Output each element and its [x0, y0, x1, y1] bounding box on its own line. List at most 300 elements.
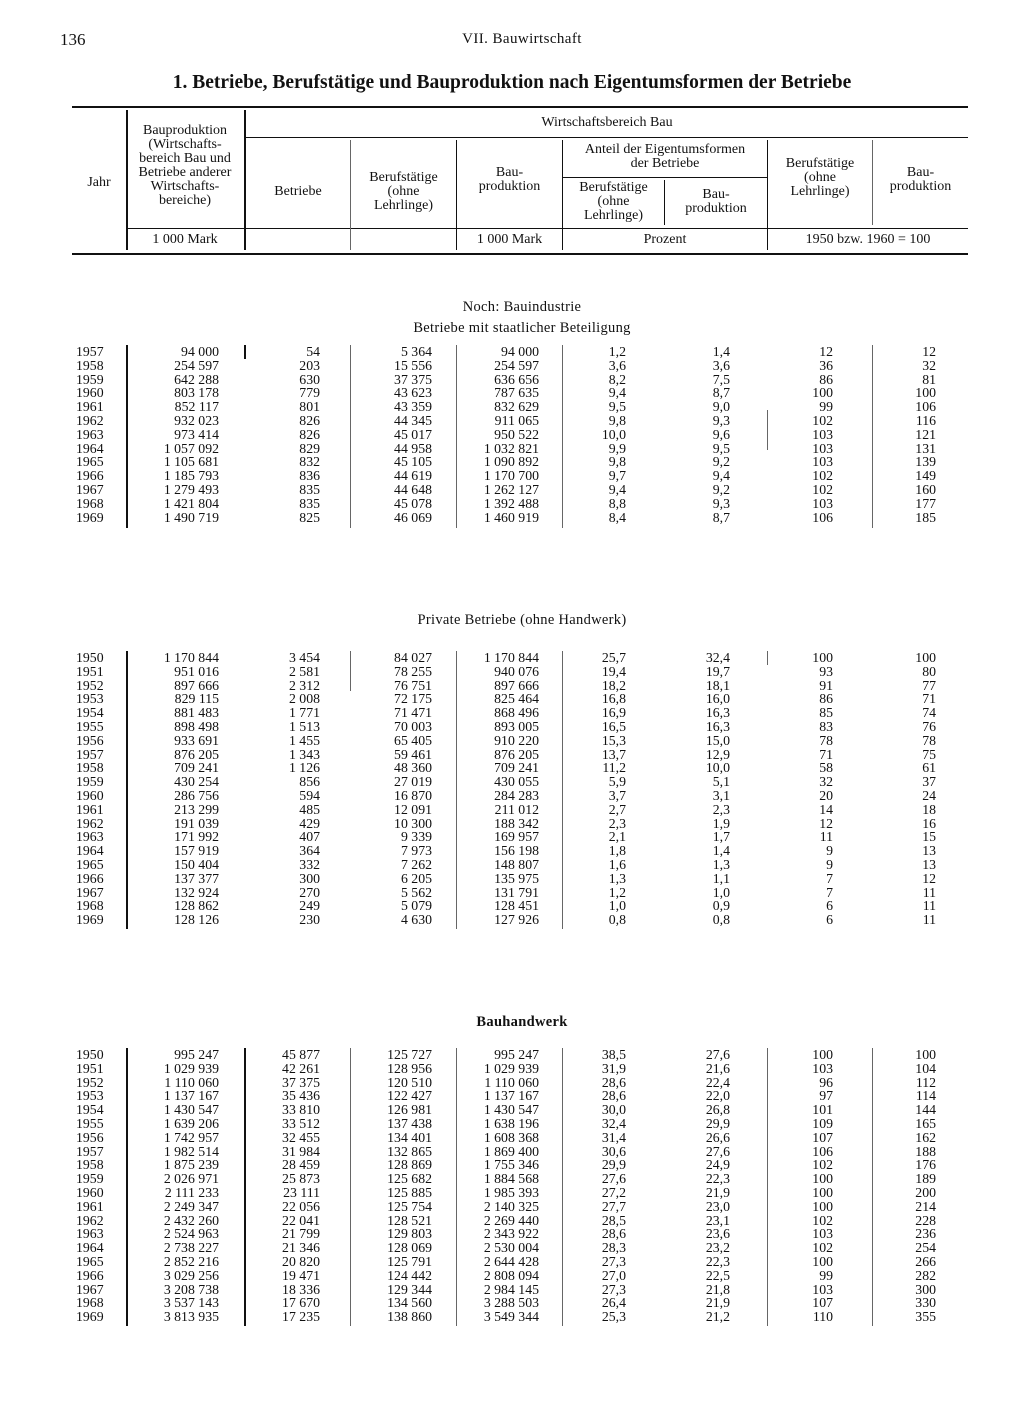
cell-bauproduktion: 169 957 — [494, 829, 539, 845]
cell-jahr: 1969 — [76, 912, 104, 928]
cell-anteil-bauproduktion: 16,0 — [705, 691, 730, 707]
table-row — [0, 651, 1024, 665]
cell-betriebe: 3 454 — [288, 650, 320, 665]
cell-anteil-berufstaetige: 27,3 — [601, 1281, 626, 1297]
cell-anteil-berufstaetige: 2,7 — [608, 801, 626, 817]
cell-bauproduktion: 709 241 — [494, 760, 539, 776]
cell-berufstaetige: 45 105 — [394, 454, 432, 470]
cell-berufstaetige: 128 069 — [387, 1240, 432, 1256]
cell-index-berufstaetige: 85 — [819, 705, 833, 721]
section-subtitle-staatliche-beteiligung: Betriebe mit staatlicher Beteiligung — [413, 320, 631, 336]
cell-berufstaetige: 7 973 — [400, 843, 432, 859]
cell-betriebe: 1 343 — [288, 746, 320, 762]
cell-berufstaetige: 132 865 — [387, 1143, 432, 1159]
cell-bauproduktion: 825 464 — [494, 691, 539, 707]
cell-bauproduktion: 2 140 325 — [483, 1198, 539, 1214]
anteil-rule — [563, 177, 768, 178]
cell-bauproduktion-gesamt: 286 756 — [174, 787, 219, 803]
cell-anteil-berufstaetige: 27,2 — [601, 1184, 626, 1200]
cell-berufstaetige: 48 360 — [394, 760, 432, 776]
cell-index-bauproduktion: 100 — [915, 650, 936, 665]
cell-anteil-bauproduktion: 18,1 — [705, 677, 730, 693]
section-title-bauindustrie: Noch: Bauindustrie — [462, 299, 582, 315]
cell-index-berufstaetige: 100 — [812, 1047, 833, 1062]
cell-bauproduktion: 128 451 — [494, 898, 539, 914]
cell-jahr: 1967 — [76, 481, 104, 497]
cell-berufstaetige: 120 510 — [387, 1074, 432, 1090]
cell-anteil-bauproduktion: 1,1 — [712, 870, 730, 886]
cell-index-berufstaetige: 100 — [812, 1171, 833, 1187]
cell-berufstaetige: 5 562 — [400, 884, 432, 900]
cell-betriebe: 835 — [299, 481, 320, 497]
cell-index-bauproduktion: 144 — [915, 1102, 936, 1118]
cell-index-bauproduktion: 18 — [922, 801, 936, 817]
cell-index-berufstaetige: 103 — [812, 495, 833, 511]
cell-anteil-berufstaetige: 9,7 — [608, 468, 626, 484]
body-vrule-s1-a — [126, 345, 128, 528]
cell-index-berufstaetige: 91 — [819, 677, 833, 693]
cell-betriebe: 21 346 — [282, 1240, 320, 1256]
cell-index-bauproduktion: 165 — [915, 1115, 936, 1131]
cell-berufstaetige: 6 205 — [400, 870, 432, 886]
cell-jahr: 1965 — [76, 454, 104, 470]
cell-bauproduktion: 211 012 — [494, 801, 539, 817]
cell-betriebe: 485 — [299, 801, 320, 817]
cell-jahr: 1965 — [76, 1253, 104, 1269]
cell-bauproduktion: 868 496 — [494, 705, 539, 721]
cell-index-berufstaetige: 102 — [812, 1240, 833, 1256]
unit-prozent: Prozent — [643, 232, 687, 247]
unit-index: 1950 bzw. 1960 = 100 — [805, 232, 931, 247]
cell-anteil-berufstaetige: 16,8 — [601, 691, 626, 707]
cell-index-bauproduktion: 71 — [922, 691, 936, 707]
cell-index-berufstaetige: 12 — [819, 815, 833, 831]
cell-betriebe: 1 455 — [288, 732, 320, 748]
table-row — [0, 913, 1024, 927]
section-rows-2 — [0, 651, 1024, 927]
cell-anteil-berufstaetige: 9,8 — [608, 454, 626, 470]
cell-betriebe: 31 984 — [282, 1143, 320, 1159]
cell-index-bauproduktion: 330 — [915, 1295, 936, 1311]
cell-berufstaetige: 125 885 — [387, 1184, 432, 1200]
cell-jahr: 1967 — [76, 1281, 104, 1297]
cell-bauproduktion-gesamt: 995 247 — [174, 1047, 219, 1062]
cell-betriebe: 22 056 — [282, 1198, 320, 1214]
cell-bauproduktion-gesamt: 1 639 206 — [163, 1115, 219, 1131]
cell-betriebe: 826 — [299, 412, 320, 428]
cell-anteil-berufstaetige: 9,9 — [608, 440, 626, 456]
cell-index-bauproduktion: 189 — [915, 1171, 936, 1187]
cell-betriebe: 2 312 — [288, 677, 320, 693]
cell-index-bauproduktion: 185 — [915, 509, 936, 525]
header-vrule-2 — [244, 110, 246, 250]
cell-jahr: 1965 — [76, 856, 104, 872]
cell-index-berufstaetige: 6 — [826, 898, 833, 914]
body-vrule-s1-c — [350, 345, 351, 528]
cell-anteil-berufstaetige: 28,3 — [601, 1240, 626, 1256]
cell-bauproduktion-gesamt: 932 023 — [174, 412, 219, 428]
cell-bauproduktion: 94 000 — [501, 344, 539, 359]
cell-anteil-bauproduktion: 8,7 — [712, 509, 730, 525]
cell-jahr: 1953 — [76, 691, 104, 707]
cell-anteil-berufstaetige: 1,2 — [608, 884, 626, 900]
cell-jahr: 1951 — [76, 1060, 104, 1076]
cell-jahr: 1956 — [76, 732, 104, 748]
cell-bauproduktion: 135 975 — [494, 870, 539, 886]
cell-betriebe: 23 111 — [283, 1184, 320, 1200]
cell-berufstaetige: 44 648 — [394, 481, 432, 497]
cell-bauproduktion-gesamt: 1 982 514 — [163, 1143, 219, 1159]
table-row — [0, 1283, 1024, 1297]
cell-betriebe: 17 670 — [282, 1295, 320, 1311]
cell-bauproduktion: 1 262 127 — [483, 481, 539, 497]
cell-bauproduktion: 131 791 — [494, 884, 539, 900]
cell-berufstaetige: 65 405 — [394, 732, 432, 748]
cell-bauproduktion-gesamt: 642 288 — [174, 371, 219, 387]
cell-bauproduktion-gesamt: 3 029 256 — [163, 1267, 219, 1283]
cell-index-bauproduktion: 104 — [915, 1060, 936, 1076]
table-row — [0, 359, 1024, 373]
cell-index-bauproduktion: 37 — [922, 774, 936, 790]
cell-jahr: 1954 — [76, 705, 104, 721]
cell-anteil-berufstaetige: 2,3 — [608, 815, 626, 831]
cell-berufstaetige: 129 344 — [387, 1281, 432, 1297]
table-row — [0, 1200, 1024, 1214]
table-row — [0, 830, 1024, 844]
body-vrule-s2-f — [767, 651, 768, 665]
cell-bauproduktion: 1 608 368 — [483, 1129, 539, 1145]
cell-jahr: 1961 — [76, 801, 104, 817]
body-vrule-s3-b — [244, 1048, 246, 1326]
cell-bauproduktion: 832 629 — [494, 399, 539, 415]
cell-jahr: 1963 — [76, 426, 104, 442]
body-vrule-s3-a — [126, 1048, 128, 1326]
cell-anteil-bauproduktion: 9,4 — [712, 468, 730, 484]
cell-bauproduktion-gesamt: 1 110 060 — [164, 1074, 219, 1090]
cell-anteil-bauproduktion: 21,2 — [705, 1309, 730, 1325]
body-vrule-s2-e — [562, 651, 563, 929]
cell-bauproduktion-gesamt: 1 421 804 — [163, 495, 219, 511]
cell-bauproduktion: 1 985 393 — [483, 1184, 539, 1200]
cell-bauproduktion-gesamt: 132 924 — [174, 884, 219, 900]
cell-index-bauproduktion: 15 — [922, 829, 936, 845]
cell-jahr: 1950 — [76, 1047, 104, 1062]
cell-bauproduktion: 254 597 — [494, 357, 539, 373]
cell-jahr: 1957 — [76, 1143, 104, 1159]
cell-bauproduktion: 897 666 — [494, 677, 539, 693]
cell-betriebe: 594 — [299, 787, 320, 803]
cell-anteil-bauproduktion: 22,3 — [705, 1253, 730, 1269]
table-row — [0, 1255, 1024, 1269]
cell-betriebe: 779 — [299, 385, 320, 401]
cell-anteil-bauproduktion: 21,8 — [705, 1281, 730, 1297]
cell-anteil-berufstaetige: 27,0 — [601, 1267, 626, 1283]
table-row — [0, 1145, 1024, 1159]
cell-index-berufstaetige: 36 — [819, 357, 833, 373]
cell-bauproduktion-gesamt: 898 498 — [174, 718, 219, 734]
cell-betriebe: 203 — [299, 357, 320, 373]
cell-betriebe: 270 — [299, 884, 320, 900]
cell-anteil-berufstaetige: 29,9 — [601, 1157, 626, 1173]
cell-jahr: 1968 — [76, 898, 104, 914]
cell-bauproduktion: 2 343 922 — [483, 1226, 539, 1242]
table-row — [0, 1186, 1024, 1200]
cell-bauproduktion: 2 984 145 — [483, 1281, 539, 1297]
cell-index-berufstaetige: 7 — [826, 884, 833, 900]
cell-jahr: 1955 — [76, 1115, 104, 1131]
cell-bauproduktion-gesamt: 157 919 — [174, 843, 219, 859]
cell-anteil-berufstaetige: 8,4 — [608, 509, 626, 525]
cell-index-berufstaetige: 12 — [819, 344, 833, 359]
cell-bauproduktion: 156 198 — [494, 843, 539, 859]
cell-anteil-berufstaetige: 27,6 — [601, 1171, 626, 1187]
cell-anteil-berufstaetige: 28,6 — [601, 1088, 626, 1104]
cell-bauproduktion: 2 530 004 — [483, 1240, 539, 1256]
cell-anteil-berufstaetige: 13,7 — [601, 746, 626, 762]
cell-bauproduktion: 1 090 892 — [483, 454, 539, 470]
cell-bauproduktion-gesamt: 1 490 719 — [163, 509, 219, 525]
cell-index-berufstaetige: 110 — [812, 1309, 833, 1325]
cell-betriebe: 856 — [299, 774, 320, 790]
header-anteil: Anteil der Eigentumsformen der Betriebe — [584, 142, 746, 171]
cell-anteil-berufstaetige: 28,6 — [601, 1226, 626, 1242]
cell-index-bauproduktion: 11 — [922, 884, 936, 900]
cell-betriebe: 832 — [299, 454, 320, 470]
table-row — [0, 386, 1024, 400]
cell-bauproduktion: 1 137 167 — [483, 1088, 539, 1104]
cell-anteil-berufstaetige: 16,9 — [601, 705, 626, 721]
cell-betriebe: 18 336 — [282, 1281, 320, 1297]
cell-bauproduktion-gesamt: 709 241 — [174, 760, 219, 776]
cell-index-bauproduktion: 81 — [922, 371, 936, 387]
table-row — [0, 345, 1024, 359]
chapter-header: VII. Bauwirtschaft — [462, 31, 582, 47]
cell-bauproduktion-gesamt: 171 992 — [174, 829, 219, 845]
page-number: 136 — [60, 30, 86, 49]
table-row — [0, 706, 1024, 720]
cell-index-bauproduktion: 236 — [915, 1226, 936, 1242]
table-row — [0, 872, 1024, 886]
cell-bauproduktion: 1 032 821 — [483, 440, 539, 456]
cell-bauproduktion: 2 269 440 — [483, 1212, 539, 1228]
cell-berufstaetige: 84 027 — [394, 650, 432, 665]
cell-bauproduktion-gesamt: 2 524 963 — [163, 1226, 219, 1242]
cell-index-bauproduktion: 74 — [922, 705, 936, 721]
cell-bauproduktion-gesamt: 2 026 971 — [163, 1171, 219, 1187]
cell-berufstaetige: 138 860 — [387, 1309, 432, 1325]
cell-berufstaetige: 5 364 — [400, 344, 432, 359]
cell-bauproduktion-gesamt: 1 279 493 — [163, 481, 219, 497]
cell-jahr: 1961 — [76, 399, 104, 415]
cell-bauproduktion: 910 220 — [494, 732, 539, 748]
cell-anteil-bauproduktion: 22,3 — [705, 1171, 730, 1187]
cell-betriebe: 300 — [299, 870, 320, 886]
header-berufstaetige: Berufstätige (ohne Lehrlinge) — [369, 170, 438, 213]
cell-index-berufstaetige: 6 — [826, 912, 833, 928]
cell-jahr: 1957 — [76, 344, 104, 359]
cell-anteil-berufstaetige: 9,4 — [608, 481, 626, 497]
table-row — [0, 748, 1024, 762]
header-top-rule — [72, 106, 968, 108]
cell-index-bauproduktion: 77 — [922, 677, 936, 693]
cell-betriebe: 332 — [299, 856, 320, 872]
header-wirtschaftsbereich: Wirtschaftsbereich Bau — [541, 115, 673, 130]
header-anteil-bauproduktion: Bau- produktion — [685, 187, 747, 216]
cell-anteil-bauproduktion: 1,7 — [712, 829, 730, 845]
cell-bauproduktion-gesamt: 1 137 167 — [163, 1088, 219, 1104]
body-vrule-s3-f — [767, 1048, 768, 1326]
cell-bauproduktion-gesamt: 2 738 227 — [163, 1240, 219, 1256]
cell-betriebe: 249 — [299, 898, 320, 914]
cell-anteil-berufstaetige: 9,8 — [608, 412, 626, 428]
cell-index-bauproduktion: 13 — [922, 856, 936, 872]
cell-jahr: 1963 — [76, 829, 104, 845]
cell-anteil-bauproduktion: 7,5 — [712, 371, 730, 387]
cell-jahr: 1966 — [76, 1267, 104, 1283]
table-row — [0, 1103, 1024, 1117]
cell-anteil-bauproduktion: 16,3 — [705, 718, 730, 734]
cell-index-bauproduktion: 12 — [922, 870, 936, 886]
cell-anteil-berufstaetige: 32,4 — [601, 1115, 626, 1131]
cell-anteil-berufstaetige: 28,5 — [601, 1212, 626, 1228]
table-row — [0, 1131, 1024, 1145]
cell-bauproduktion: 1 170 844 — [483, 650, 539, 665]
cell-anteil-berufstaetige: 26,4 — [601, 1295, 626, 1311]
cell-berufstaetige: 125 754 — [387, 1198, 432, 1214]
cell-anteil-bauproduktion: 9,6 — [712, 426, 730, 442]
cell-index-berufstaetige: 96 — [819, 1074, 833, 1090]
cell-anteil-berufstaetige: 8,2 — [608, 371, 626, 387]
cell-index-berufstaetige: 109 — [812, 1115, 833, 1131]
cell-index-bauproduktion: 177 — [915, 495, 936, 511]
cell-index-bauproduktion: 160 — [915, 481, 936, 497]
cell-index-berufstaetige: 20 — [819, 787, 833, 803]
cell-bauproduktion-gesamt: 2 432 260 — [163, 1212, 219, 1228]
cell-bauproduktion-gesamt: 254 597 — [174, 357, 219, 373]
cell-index-berufstaetige: 86 — [819, 371, 833, 387]
cell-bauproduktion-gesamt: 150 404 — [174, 856, 219, 872]
cell-index-bauproduktion: 76 — [922, 718, 936, 734]
cell-bauproduktion-gesamt: 951 016 — [174, 663, 219, 679]
cell-bauproduktion-gesamt: 94 000 — [181, 344, 219, 359]
cell-bauproduktion: 284 283 — [494, 787, 539, 803]
cell-anteil-berufstaetige: 15,3 — [601, 732, 626, 748]
cell-anteil-berufstaetige: 1,6 — [608, 856, 626, 872]
header-bauproduktion: Bau- produktion — [478, 165, 541, 194]
header-anteil-berufstaetige: Berufstätige (ohne Lehrlinge) — [579, 180, 648, 223]
table-row — [0, 1062, 1024, 1076]
cell-bauproduktion-gesamt: 1 029 939 — [163, 1060, 219, 1076]
cell-jahr: 1958 — [76, 760, 104, 776]
cell-berufstaetige: 134 401 — [387, 1129, 432, 1145]
cell-bauproduktion-gesamt: 128 862 — [174, 898, 219, 914]
cell-anteil-bauproduktion: 21,9 — [705, 1184, 730, 1200]
cell-berufstaetige: 10 300 — [394, 815, 432, 831]
body-vrule-s1-d — [456, 345, 457, 528]
table-row — [0, 1076, 1024, 1090]
cell-index-bauproduktion: 131 — [915, 440, 936, 456]
cell-index-bauproduktion: 78 — [922, 732, 936, 748]
table-row — [0, 455, 1024, 469]
cell-berufstaetige: 78 255 — [394, 663, 432, 679]
cell-jahr: 1962 — [76, 1212, 104, 1228]
cell-berufstaetige: 125 682 — [387, 1171, 432, 1187]
cell-bauproduktion: 1 392 488 — [483, 495, 539, 511]
cell-index-bauproduktion: 11 — [922, 912, 936, 928]
cell-anteil-bauproduktion: 15,0 — [705, 732, 730, 748]
cell-berufstaetige: 5 079 — [400, 898, 432, 914]
cell-bauproduktion-gesamt: 213 299 — [174, 801, 219, 817]
cell-bauproduktion: 430 055 — [494, 774, 539, 790]
cell-anteil-berufstaetige: 1,8 — [608, 843, 626, 859]
cell-index-berufstaetige: 99 — [819, 399, 833, 415]
cell-betriebe: 826 — [299, 426, 320, 442]
cell-jahr: 1950 — [76, 650, 104, 665]
table-row — [0, 483, 1024, 497]
header-betriebe: Betriebe — [274, 184, 322, 199]
cell-berufstaetige: 9 339 — [400, 829, 432, 845]
cell-betriebe: 21 799 — [282, 1226, 320, 1242]
cell-betriebe: 2 008 — [288, 691, 320, 707]
cell-berufstaetige: 76 751 — [394, 677, 432, 693]
cell-jahr: 1958 — [76, 1157, 104, 1173]
cell-anteil-berufstaetige: 9,5 — [608, 399, 626, 415]
cell-bauproduktion: 1 869 400 — [483, 1143, 539, 1159]
cell-anteil-berufstaetige: 31,9 — [601, 1060, 626, 1076]
table-row — [0, 858, 1024, 872]
cell-index-bauproduktion: 300 — [915, 1281, 936, 1297]
cell-anteil-bauproduktion: 9,2 — [712, 481, 730, 497]
cell-berufstaetige: 27 019 — [394, 774, 432, 790]
cell-betriebe: 32 455 — [282, 1129, 320, 1145]
table-row — [0, 789, 1024, 803]
cell-index-berufstaetige: 7 — [826, 870, 833, 886]
table-row — [0, 469, 1024, 483]
cell-berufstaetige: 134 560 — [387, 1295, 432, 1311]
cell-anteil-bauproduktion: 22,5 — [705, 1267, 730, 1283]
cell-anteil-berufstaetige: 3,7 — [608, 787, 626, 803]
table-row — [0, 497, 1024, 511]
cell-index-berufstaetige: 102 — [812, 1157, 833, 1173]
cell-bauproduktion-gesamt: 430 254 — [174, 774, 219, 790]
cell-anteil-bauproduktion: 0,9 — [712, 898, 730, 914]
cell-bauproduktion: 950 522 — [494, 426, 539, 442]
cell-berufstaetige: 12 091 — [394, 801, 432, 817]
cell-anteil-bauproduktion: 26,6 — [705, 1129, 730, 1145]
cell-jahr: 1953 — [76, 1088, 104, 1104]
cell-betriebe: 829 — [299, 440, 320, 456]
cell-berufstaetige: 126 981 — [387, 1102, 432, 1118]
cell-bauproduktion-gesamt: 881 483 — [174, 705, 219, 721]
cell-index-berufstaetige: 102 — [812, 1212, 833, 1228]
cell-betriebe: 17 235 — [282, 1309, 320, 1325]
cell-index-berufstaetige: 106 — [812, 509, 833, 525]
cell-anteil-bauproduktion: 32,4 — [705, 650, 730, 665]
cell-berufstaetige: 43 623 — [394, 385, 432, 401]
cell-anteil-bauproduktion: 12,9 — [705, 746, 730, 762]
cell-betriebe: 42 261 — [282, 1060, 320, 1076]
cell-bauproduktion-gesamt: 2 249 347 — [163, 1198, 219, 1214]
cell-bauproduktion: 2 644 428 — [483, 1253, 539, 1269]
cell-anteil-bauproduktion: 1,4 — [712, 344, 730, 359]
wirtschaftsbereich-rule — [246, 137, 968, 138]
cell-index-berufstaetige: 103 — [812, 1226, 833, 1242]
cell-anteil-bauproduktion: 27,6 — [705, 1047, 730, 1062]
cell-betriebe: 1 513 — [288, 718, 320, 734]
cell-index-bauproduktion: 149 — [915, 468, 936, 484]
cell-anteil-bauproduktion: 2,3 — [712, 801, 730, 817]
unit-1000-mark-bau: 1 000 Mark — [476, 232, 543, 247]
